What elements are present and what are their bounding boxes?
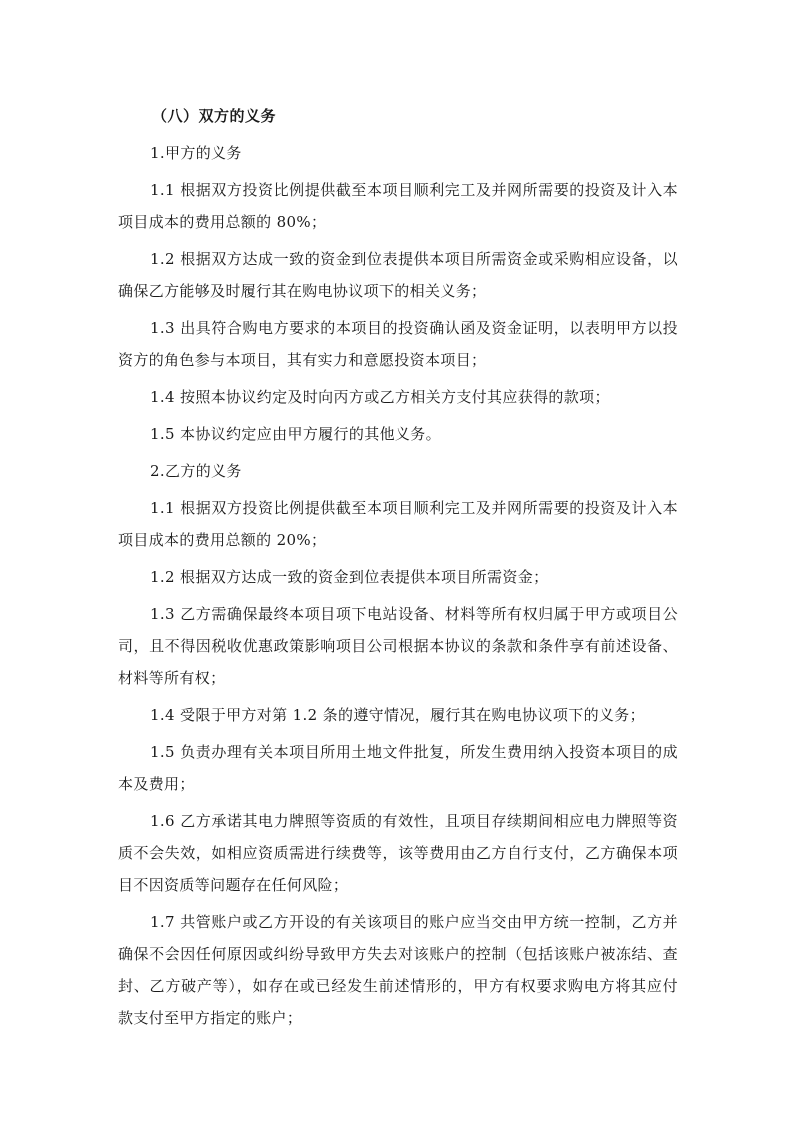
section-title: （八）双方的义务 — [152, 107, 277, 125]
clause-b-1-6: 1.6 乙方承诺其电力牌照等资质的有效性，且项目存续期间相应电力牌照等资质不会失效，如相应资质需进行续费等，该等费用由乙方自行支付，乙方确保本项目不因资质等问题存在任何风险； — [118, 812, 678, 894]
clause-a-1-2: 1.2 根据双方达成一致的资金到位表提供本项目所需资金或采购相应设备，以确保乙方能够及时履行其在购电协议项下的相关义务； — [118, 250, 678, 300]
clause-b-1-3: 1.3 乙方需确保最终本项目项下电站设备、材料等所有权归属于甲方或项目公司，且不得因税收优惠政策影响项目公司根据本协议的条款和条件享有前述设备、材料等所有权； — [118, 605, 678, 687]
clause-b-1-1: 1.1 根据双方投资比例提供截至本项目顺利完工及并网所需要的投资及计入本项目成本的费用总额的 20%； — [118, 499, 678, 549]
clause-a-1-1: 1.1 根据双方投资比例提供截至本项目顺利完工及并网所需要的投资及计入本项目成本的费用总额的 80%； — [118, 181, 678, 231]
document-body — [118, 100, 678, 1039]
clause-b-1-7: 1.7 共管账户或乙方开设的有关该项目的账户应当交由甲方统一控制，乙方并确保不会因任何原因或纠纷导致甲方失去对该账户的控制（包括该账户被冻结、查封、乙方破产等），如存在或已经发生前述情形的，甲方有权要求购电方将其应付款支付至甲方指定的账户； — [118, 913, 678, 1027]
clause-a-1-3: 1.3 出具符合购电方要求的本项目的投资确认函及资金证明，以表明甲方以投资方的角色参与本项目，其有实力和意愿投资本项目； — [118, 319, 678, 369]
clause-a-1-5: 1.5 本协议约定应由甲方履行的其他义务。 — [150, 425, 441, 443]
clause-b-1-2: 1.2 根据双方达成一致的资金到位表提供本项目所需资金； — [150, 568, 549, 586]
clause-b-1-4: 1.4 受限于甲方对第 1.2 条的遵守情况，履行其在购电协议项下的义务； — [150, 706, 645, 724]
clause-a-1-4: 1.4 按照本协议约定及时向丙方或乙方相关方支付其应获得的款项； — [150, 388, 610, 406]
clause-b-1-5: 1.5 负责办理有关本项目所用土地文件批复，所发生费用纳入投资本项目的成本及费用； — [118, 743, 678, 793]
heading-party-b-obligations: 2.乙方的义务 — [150, 462, 242, 480]
heading-party-a-obligations: 1.甲方的义务 — [150, 144, 242, 162]
